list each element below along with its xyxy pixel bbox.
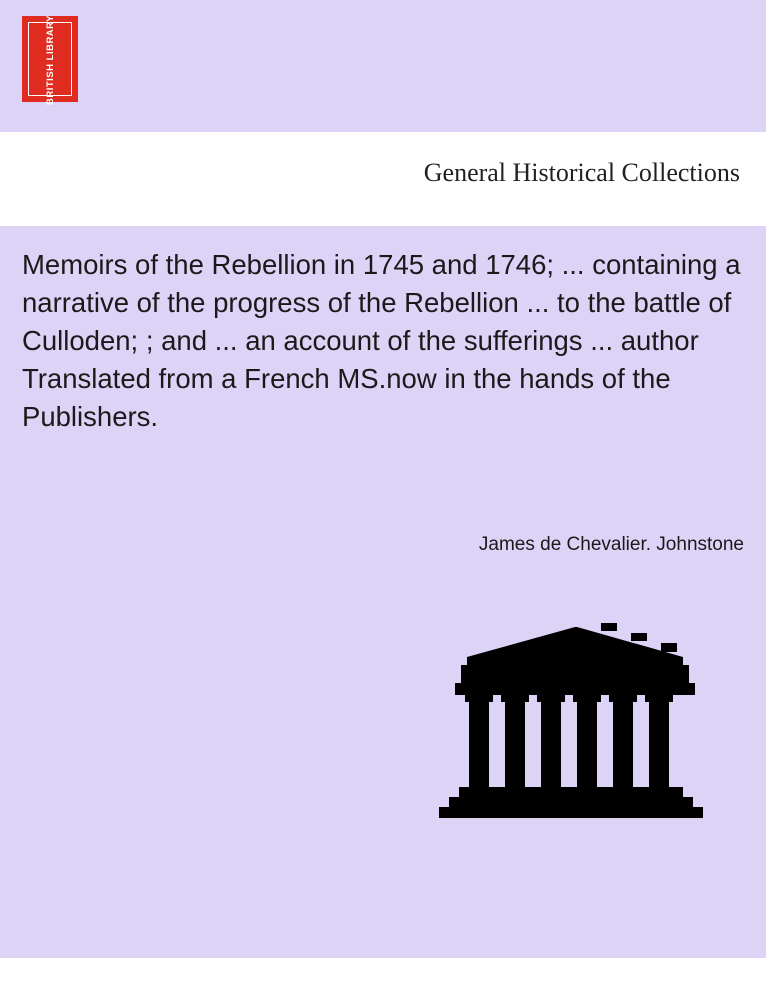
logo-text-line1: BRITISH	[45, 63, 56, 105]
cover-body	[0, 226, 766, 958]
classical-temple-icon	[425, 621, 725, 821]
logo-text-line2: LIBRARY	[45, 14, 56, 61]
cover-footer-band	[0, 958, 766, 998]
page-title: Memoirs of the Rebellion in 1745 and 1746; ... containing a narrative of the progress of the Rebellion ... to the battle of Culloden; ; and ... an account of the sufferings ... author Translated from a French MS.now in the hands of the Publishers.	[22, 249, 741, 432]
series-band	[0, 132, 766, 226]
logo-border	[28, 14, 72, 105]
series-title: General Historical Collections	[423, 158, 740, 187]
british-library-logo	[22, 14, 78, 105]
logo-text	[29, 14, 73, 105]
author-name: James de Chevalier. Johnstone	[478, 534, 744, 555]
cover-header-band	[0, 0, 766, 132]
